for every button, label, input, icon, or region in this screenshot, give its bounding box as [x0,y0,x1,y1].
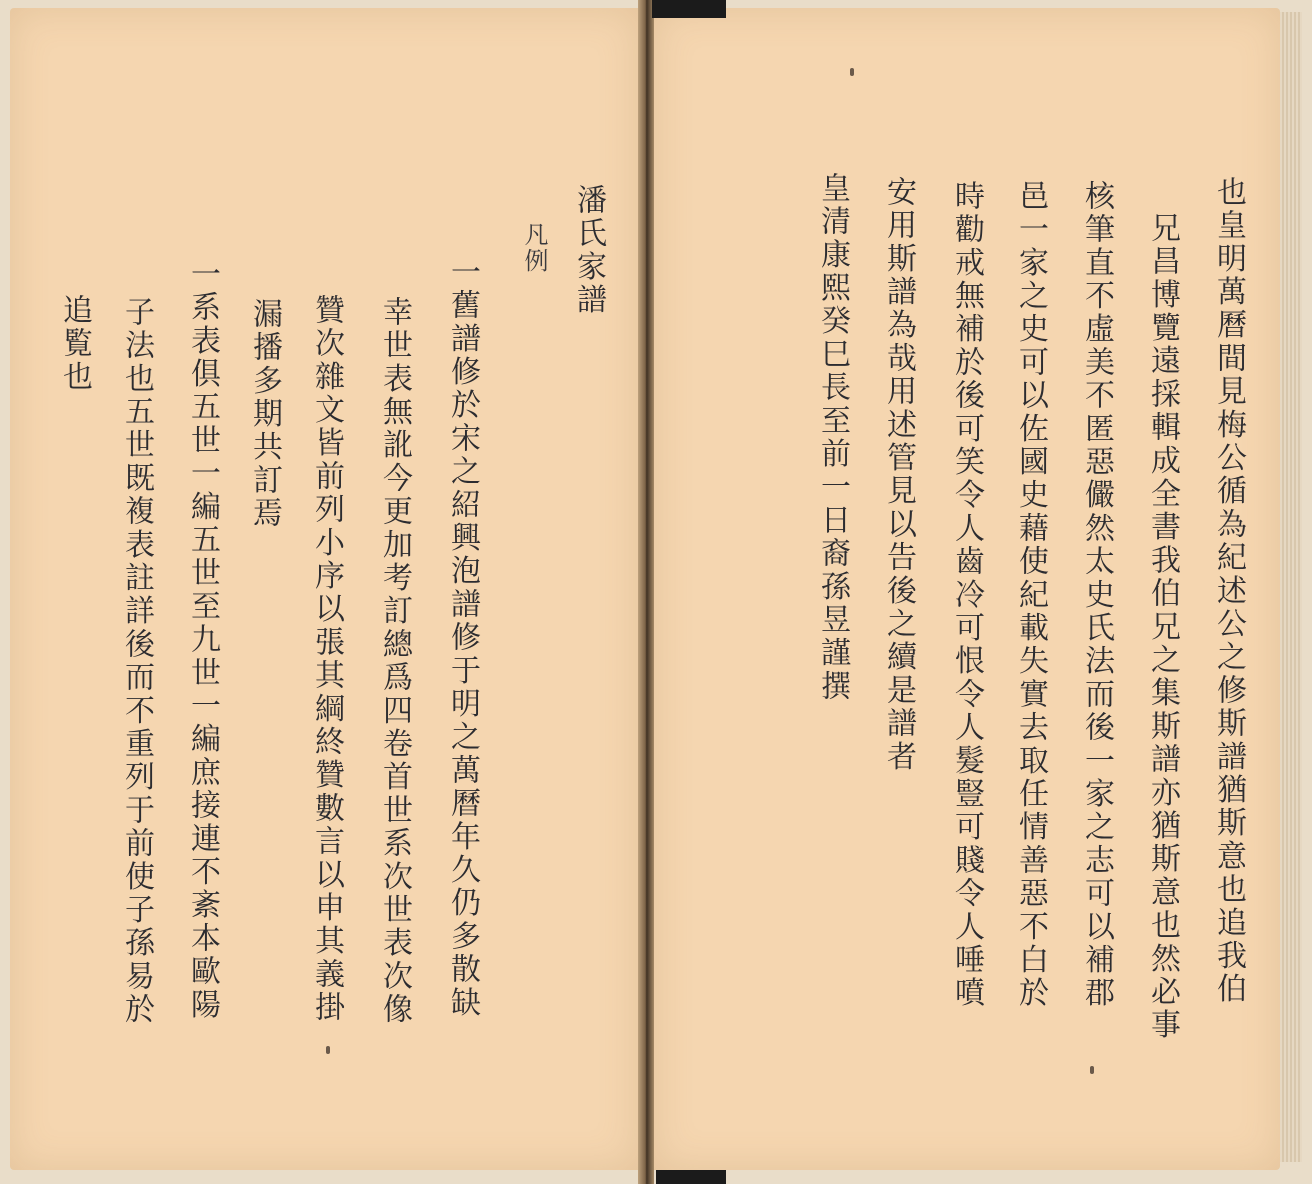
bookmark-ribbon-top [652,0,726,18]
right-column-7: 皇清康熙癸巳長至前一日裔孫昱謹撰 [815,172,850,704]
ink-speck [1090,1066,1094,1074]
ink-speck [326,1046,330,1054]
left-column-3: 贊次雜文皆前列小序以張其綱終贊數言以申其義掛 [309,294,344,1025]
bookmark-ribbon-bottom [656,1170,726,1184]
left-column-2: 幸世表無訛今更加考訂總爲四卷首世系次世表次像 [377,296,412,1027]
section-heading: 凡例 [520,222,548,274]
left-column-7: 追覧也 [57,294,92,394]
left-column-1: 一舊譜修於宋之紹興泡譜修于明之萬曆年久仍多散缺 [445,256,480,1020]
right-column-2: 兄昌博覽遠採輯成全書我伯兄之集斯譜亦猶斯意也然必事 [1145,212,1180,1042]
right-column-6: 安用斯譜為哉用述管見以告後之續是譜者 [881,176,916,774]
right-column-1: 也皇明萬曆間見梅公循為紀述公之修斯譜猶斯意也追我伯 [1211,176,1246,1006]
left-column-6: 子法也五世既複表註詳後而不重列于前使子孫易於 [119,296,154,1027]
ink-speck [850,68,854,76]
right-column-4: 邑一家之史可以佐國史藉使紀載失實去取任情善惡不白於 [1013,180,1048,1010]
right-column-5: 時勸戒無補於後可笑令人齒冷可恨令人髮豎可賤令人唾噴 [949,180,984,1010]
book-spine [638,0,654,1184]
left-column-4: 漏播多期共訂焉 [247,298,282,531]
document-title: 潘氏家譜 [571,184,606,317]
right-column-3: 核筆直不虛美不匿惡儼然太史氏法而後一家之志可以補郡 [1079,180,1114,1010]
left-column-5: 一系表俱五世一編五世至九世一編庶接連不紊本歐陽 [185,258,220,1022]
